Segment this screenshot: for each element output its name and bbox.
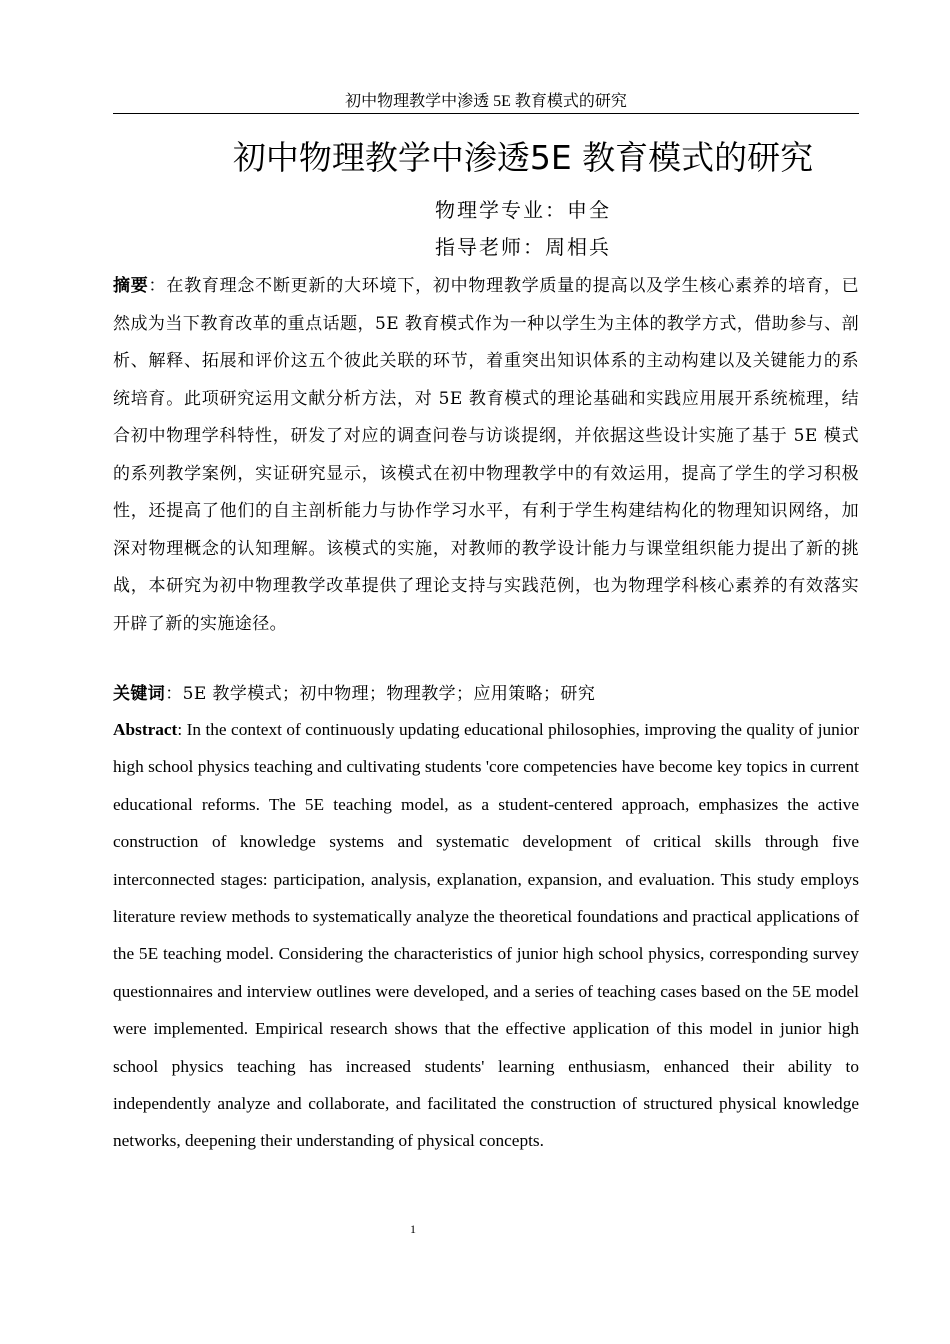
page-number: 1 bbox=[410, 1222, 416, 1236]
english-abstract bbox=[113, 711, 859, 1160]
english-abstract-text: : In the context of continuously updating educational philosophies, improving the quality of junior high school physics teaching and cultivating students 'core competencies have become key topics in current educational reforms. The 5E teaching model, as a student-centered approach, emphasizes the active construction of knowledge systems and systematic development of critical skills through five interconnected stages: participation, analysis, explanation, expansion, and evaluation. This study employs literature review methods to systematically analyze the theoretical foundations and practical applications of the 5E teaching model. Considering the characteristics of junior high school physics, corresponding survey questionnaires and interview outlines were developed, and a series of teaching cases based on the 5E model were implemented. Empirical research shows that the effective application of this model in junior high school physics teaching has increased students' learning enthusiasm, enhanced their ability to independently analyze and collaborate, and facilitated the construction of structured physical knowledge networks, deepening their understanding of physical concepts. bbox=[113, 720, 859, 1151]
chinese-abstract-label: 摘要 bbox=[113, 276, 149, 296]
keywords-label: 关键词 bbox=[113, 684, 166, 704]
chinese-abstract bbox=[113, 268, 859, 643]
english-abstract-label: Abstract bbox=[113, 720, 178, 739]
keywords-text: ：5E 教学模式；初中物理；物理教学；应用策略；研究 bbox=[165, 684, 596, 704]
paper-title: 初中物理教学中渗透5E 教育模式的研究 bbox=[232, 138, 814, 177]
author-major-line: 物理学专业：申全 bbox=[435, 198, 611, 222]
keywords bbox=[113, 676, 859, 714]
advisor-line: 指导老师：周相兵 bbox=[435, 235, 611, 259]
running-header: 初中物理教学中渗透 5E 教育模式的研究 bbox=[345, 93, 627, 110]
header-divider bbox=[113, 113, 859, 114]
chinese-abstract-text: ：在教育理念不断更新的大环境下，初中物理教学质量的提高以及学生核心素养的培育，已然成为当下教育改革的重点话题，5E 教育模式作为一种以学生为主体的教学方式，借助参与、剖析、解释、拓展和评价这五个彼此关联的环节，着重突出知识体系的主动构建以及关键能力的系统培育。此项研究运用文献分析方法，对 5E 教育模式的理论基础和实践应用展开系统梳理，结合初中物理学科特性，研发了对应的调查问卷与访谈提纲，并依据这些设计实施了基于 5E 模式的系列教学案例，实证研究显示，该模式在初中物理教学中的有效运用，提高了学生的学习积极性，还提高了他们的自主剖析能力与协作学习水平，有利于学生构建结构化的物理知识网络，加深对物理概念的认知理解。该模式的实施，对教师的教学设计能力与课堂组织能力提出了新的挑战，本研究为初中物理教学改革提供了理论支持与实践范例，也为物理学科核心素养的有效落实开辟了新的实施途径。 bbox=[113, 276, 859, 634]
